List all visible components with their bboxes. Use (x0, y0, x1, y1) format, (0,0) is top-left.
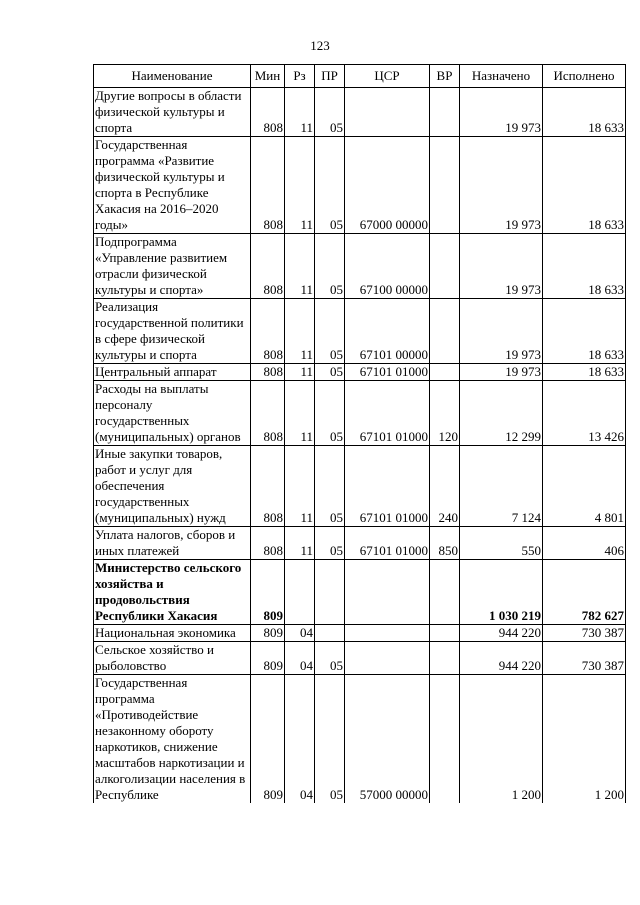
cell-vr (430, 299, 460, 364)
cell-assigned: 1 200 (460, 675, 543, 804)
header-assigned: Назначено (460, 65, 543, 88)
cell-rz: 04 (285, 625, 315, 642)
cell-csr (345, 642, 430, 675)
cell-vr (430, 625, 460, 642)
cell-pr: 05 (315, 642, 345, 675)
cell-name: Национальная экономика (94, 625, 251, 642)
cell-executed: 18 633 (543, 137, 626, 234)
cell-rz: 04 (285, 675, 315, 804)
cell-min: 808 (251, 88, 285, 137)
header-rz: Рз (285, 65, 315, 88)
cell-assigned: 944 220 (460, 642, 543, 675)
cell-assigned: 1 030 219 (460, 560, 543, 625)
cell-vr: 850 (430, 527, 460, 560)
cell-min: 808 (251, 234, 285, 299)
cell-min: 809 (251, 560, 285, 625)
cell-name: Государственная программа «Развитие физической культуры и спорта в Республике Хакасия на 2016–2020 годы» (94, 137, 251, 234)
cell-assigned: 19 973 (460, 137, 543, 234)
cell-vr: 240 (430, 446, 460, 527)
cell-vr: 120 (430, 381, 460, 446)
page-number: 123 (310, 38, 330, 53)
cell-executed: 730 387 (543, 625, 626, 642)
header-csr: ЦСР (345, 65, 430, 88)
cell-rz: 11 (285, 299, 315, 364)
cell-executed: 4 801 (543, 446, 626, 527)
cell-rz: 11 (285, 364, 315, 381)
cell-csr: 67000 00000 (345, 137, 430, 234)
cell-assigned: 944 220 (460, 625, 543, 642)
header-executed: Исполнено (543, 65, 626, 88)
cell-name: Сельское хозяйство и рыболовство (94, 642, 251, 675)
cell-csr (345, 625, 430, 642)
cell-assigned: 19 973 (460, 364, 543, 381)
cell-executed: 18 633 (543, 364, 626, 381)
cell-rz: 11 (285, 381, 315, 446)
cell-csr: 67101 01000 (345, 381, 430, 446)
table-row (94, 642, 626, 675)
cell-name: Центральный аппарат (94, 364, 251, 381)
cell-executed: 730 387 (543, 642, 626, 675)
cell-rz: 11 (285, 88, 315, 137)
cell-min: 808 (251, 446, 285, 527)
cell-vr (430, 675, 460, 804)
table-row (94, 625, 626, 642)
cell-csr: 67101 00000 (345, 299, 430, 364)
table-row (94, 364, 626, 381)
cell-pr: 05 (315, 88, 345, 137)
cell-vr (430, 364, 460, 381)
cell-rz: 11 (285, 527, 315, 560)
table-row (94, 234, 626, 299)
table-row (94, 527, 626, 560)
cell-name: Иные закупки товаров, работ и услуг для обеспечения государственных (муниципальных) нужд (94, 446, 251, 527)
cell-min: 809 (251, 642, 285, 675)
cell-pr (315, 625, 345, 642)
cell-min: 808 (251, 381, 285, 446)
cell-name: Государственная программа «Противодействие незаконному обороту наркотиков, снижение масштабов наркотизации и алкоголизации населения в Республике (94, 675, 251, 804)
cell-executed: 1 200 (543, 675, 626, 804)
cell-executed: 18 633 (543, 299, 626, 364)
table-row (94, 560, 626, 625)
cell-min: 808 (251, 137, 285, 234)
cell-name: Подпрограмма «Управление развитием отрасли физической культуры и спорта» (94, 234, 251, 299)
cell-csr: 67101 01000 (345, 364, 430, 381)
cell-executed: 406 (543, 527, 626, 560)
cell-name: Реализация государственной политики в сфере физической культуры и спорта (94, 299, 251, 364)
cell-executed: 18 633 (543, 234, 626, 299)
cell-pr: 05 (315, 527, 345, 560)
table-row (94, 446, 626, 527)
cell-assigned: 7 124 (460, 446, 543, 527)
cell-rz: 11 (285, 446, 315, 527)
table-header-row (94, 65, 626, 88)
cell-min: 808 (251, 364, 285, 381)
cell-assigned: 550 (460, 527, 543, 560)
cell-rz (285, 560, 315, 625)
table-row (94, 381, 626, 446)
header-min: Мин (251, 65, 285, 88)
cell-vr (430, 137, 460, 234)
cell-min: 808 (251, 527, 285, 560)
cell-executed: 782 627 (543, 560, 626, 625)
cell-pr: 05 (315, 299, 345, 364)
cell-vr (430, 560, 460, 625)
cell-name: Другие вопросы в области физической культуры и спорта (94, 88, 251, 137)
table-row (94, 88, 626, 137)
cell-min: 809 (251, 625, 285, 642)
cell-name: Уплата налогов, сборов и иных платежей (94, 527, 251, 560)
cell-csr (345, 88, 430, 137)
header-vr: ВР (430, 65, 460, 88)
cell-pr: 05 (315, 446, 345, 527)
header-pr: ПР (315, 65, 345, 88)
cell-rz: 11 (285, 137, 315, 234)
cell-executed: 18 633 (543, 88, 626, 137)
cell-rz: 11 (285, 234, 315, 299)
cell-min: 809 (251, 675, 285, 804)
cell-vr (430, 234, 460, 299)
cell-csr: 67101 01000 (345, 527, 430, 560)
cell-min: 808 (251, 299, 285, 364)
cell-assigned: 19 973 (460, 234, 543, 299)
cell-assigned: 12 299 (460, 381, 543, 446)
cell-csr (345, 560, 430, 625)
cell-vr (430, 642, 460, 675)
cell-pr: 05 (315, 364, 345, 381)
cell-csr: 67101 01000 (345, 446, 430, 527)
cell-name: Расходы на выплаты персоналу государственных (муниципальных) органов (94, 381, 251, 446)
cell-csr: 67100 00000 (345, 234, 430, 299)
table-row (94, 299, 626, 364)
table-row (94, 137, 626, 234)
cell-pr (315, 560, 345, 625)
cell-name: Министерство сельского хозяйства и продовольствия Республики Хакасия (94, 560, 251, 625)
cell-pr: 05 (315, 675, 345, 804)
cell-csr: 57000 00000 (345, 675, 430, 804)
cell-assigned: 19 973 (460, 88, 543, 137)
cell-rz: 04 (285, 642, 315, 675)
cell-pr: 05 (315, 381, 345, 446)
table-row (94, 675, 626, 804)
budget-table (93, 64, 626, 803)
cell-assigned: 19 973 (460, 299, 543, 364)
table-body (94, 88, 626, 804)
cell-executed: 13 426 (543, 381, 626, 446)
cell-vr (430, 88, 460, 137)
header-name: Наименование (94, 65, 251, 88)
cell-pr: 05 (315, 234, 345, 299)
cell-pr: 05 (315, 137, 345, 234)
